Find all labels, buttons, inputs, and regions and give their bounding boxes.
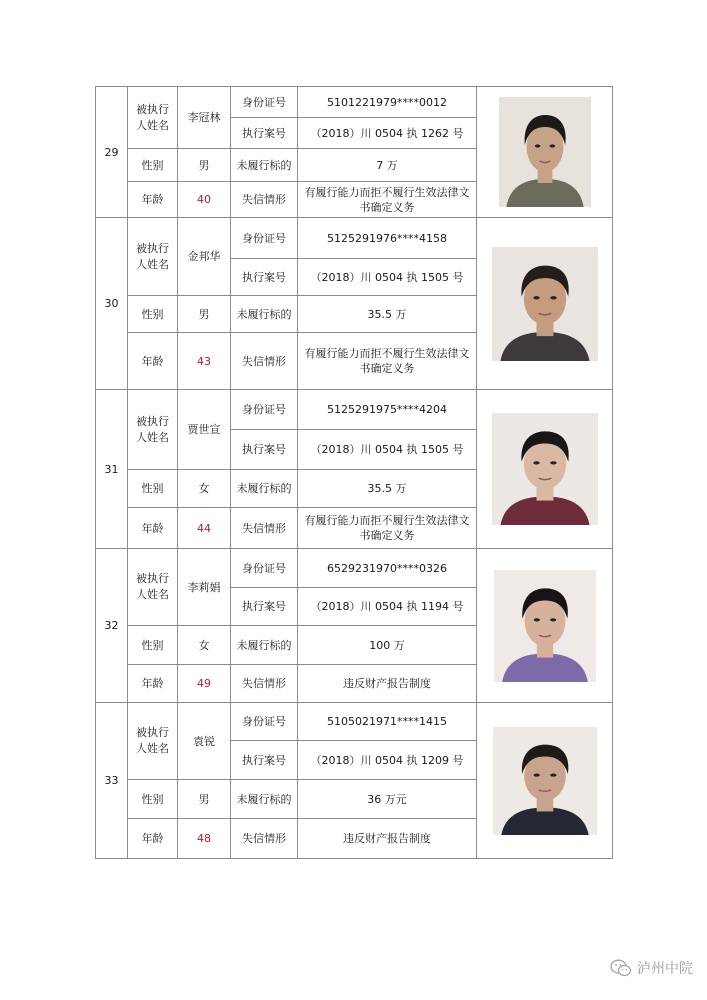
brand-name: 泸州中院 xyxy=(637,961,693,977)
age-value: 40 xyxy=(178,182,231,218)
id-value: 6529231970****0326 xyxy=(298,549,477,588)
age-label: 年龄 xyxy=(128,508,178,549)
unpaid-label: 未履行标的 xyxy=(231,626,298,665)
age-value: 49 xyxy=(178,665,231,703)
portrait-photo xyxy=(492,413,598,525)
record-32 xyxy=(96,549,613,588)
unpaid-label: 未履行标的 xyxy=(231,470,298,508)
age-label: 年龄 xyxy=(128,333,178,390)
name-label-text: 被执行人姓名 xyxy=(136,414,169,444)
name-value: 李冠林 xyxy=(178,87,231,149)
gender-label: 性别 xyxy=(128,296,178,333)
photo-cell xyxy=(477,549,613,703)
portrait-photo xyxy=(494,570,596,682)
photo-cell xyxy=(477,390,613,549)
age-label: 年龄 xyxy=(128,665,178,703)
name-label xyxy=(128,218,178,296)
gender-value: 女 xyxy=(178,626,231,665)
unpaid-value: 35.5 万 xyxy=(298,470,477,508)
situation-label: 失信情形 xyxy=(231,508,298,549)
unpaid-value: 7 万 xyxy=(298,149,477,182)
gender-value: 男 xyxy=(178,296,231,333)
name-value: 袁锐 xyxy=(178,703,231,780)
gender-value: 男 xyxy=(178,780,231,819)
age-value: 43 xyxy=(178,333,231,390)
name-label xyxy=(128,703,178,780)
portrait-photo xyxy=(499,97,591,207)
case-label: 执行案号 xyxy=(231,588,298,626)
name-label-text: 被执行人姓名 xyxy=(136,726,169,755)
case-value: （2018）川 0504 执 1194 号 xyxy=(298,588,477,626)
record-33 xyxy=(96,703,613,741)
case-label: 执行案号 xyxy=(231,741,298,780)
unpaid-value: 36 万元 xyxy=(298,780,477,819)
case-value: （2018）川 0504 执 1505 号 xyxy=(298,259,477,296)
age-label: 年龄 xyxy=(128,182,178,218)
gender-value: 女 xyxy=(178,470,231,508)
situation-value: 有履行能力而拒不履行生效法律文书确定义务 xyxy=(298,333,477,390)
record-number: 29 xyxy=(96,87,128,218)
id-label: 身份证号 xyxy=(231,87,298,118)
photo-cell xyxy=(477,703,613,859)
id-value: 5125291975****4204 xyxy=(298,390,477,430)
gender-label: 性别 xyxy=(128,149,178,182)
name-label-text: 被执行人姓名 xyxy=(136,572,169,601)
id-value: 5101221979****0012 xyxy=(298,87,477,118)
dishonest-debtor-table xyxy=(95,86,613,859)
situation-value: 有履行能力而拒不履行生效法律文书确定义务 xyxy=(298,508,477,549)
case-value: （2018）川 0504 执 1262 号 xyxy=(298,118,477,149)
name-value: 金邦华 xyxy=(178,218,231,296)
name-label xyxy=(128,549,178,626)
name-label xyxy=(128,390,178,470)
situation-label: 失信情形 xyxy=(231,665,298,703)
age-label: 年龄 xyxy=(128,819,178,859)
age-value: 48 xyxy=(178,819,231,859)
record-29 xyxy=(96,87,613,118)
name-label xyxy=(128,87,178,149)
situation-value: 有履行能力而拒不履行生效法律文书确定义务 xyxy=(298,182,477,218)
name-value: 李莉娟 xyxy=(178,549,231,626)
case-value: （2018）川 0504 执 1209 号 xyxy=(298,741,477,780)
name-label-text: 被执行人姓名 xyxy=(136,241,169,271)
wechat-icon xyxy=(610,959,632,977)
name-value: 贾世宣 xyxy=(178,390,231,470)
situation-value: 违反财产报告制度 xyxy=(298,819,477,859)
id-label: 身份证号 xyxy=(231,390,298,430)
name-label-text: 被执行人姓名 xyxy=(136,102,169,132)
record-number: 30 xyxy=(96,218,128,390)
unpaid-label: 未履行标的 xyxy=(231,780,298,819)
situation-label: 失信情形 xyxy=(231,182,298,218)
situation-label: 失信情形 xyxy=(231,333,298,390)
id-value: 5105021971****1415 xyxy=(298,703,477,741)
footer-brand xyxy=(610,958,693,978)
gender-value: 男 xyxy=(178,149,231,182)
id-label: 身份证号 xyxy=(231,218,298,259)
unpaid-label: 未履行标的 xyxy=(231,149,298,182)
portrait-photo xyxy=(492,247,598,361)
id-label: 身份证号 xyxy=(231,549,298,588)
record-30 xyxy=(96,218,613,259)
case-value: （2018）川 0504 执 1505 号 xyxy=(298,430,477,470)
gender-label: 性别 xyxy=(128,626,178,665)
record-31 xyxy=(96,390,613,430)
case-label: 执行案号 xyxy=(231,430,298,470)
record-number: 33 xyxy=(96,703,128,859)
photo-cell xyxy=(477,87,613,218)
unpaid-value: 100 万 xyxy=(298,626,477,665)
photo-cell xyxy=(477,218,613,390)
unpaid-value: 35.5 万 xyxy=(298,296,477,333)
situation-value: 违反财产报告制度 xyxy=(298,665,477,703)
id-value: 5125291976****4158 xyxy=(298,218,477,259)
gender-label: 性别 xyxy=(128,470,178,508)
case-label: 执行案号 xyxy=(231,118,298,149)
record-number: 31 xyxy=(96,390,128,549)
case-label: 执行案号 xyxy=(231,259,298,296)
portrait-photo xyxy=(493,727,597,835)
situation-label: 失信情形 xyxy=(231,819,298,859)
gender-label: 性别 xyxy=(128,780,178,819)
age-value: 44 xyxy=(178,508,231,549)
unpaid-label: 未履行标的 xyxy=(231,296,298,333)
id-label: 身份证号 xyxy=(231,703,298,741)
record-number: 32 xyxy=(96,549,128,703)
